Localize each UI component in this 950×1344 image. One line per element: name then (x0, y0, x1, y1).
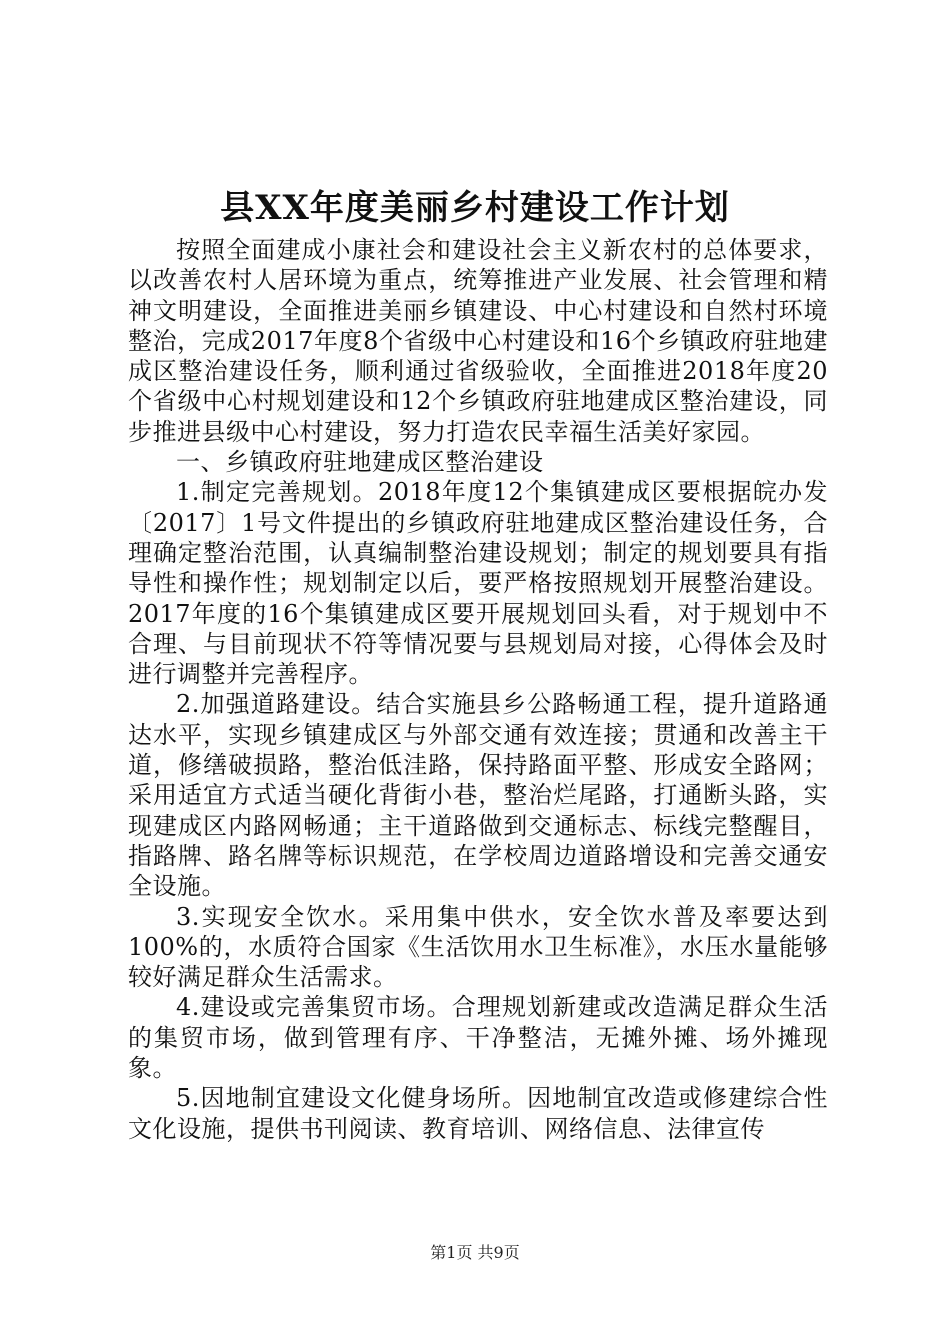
document-title: 县XX年度美丽乡村建设工作计划 (220, 188, 730, 228)
paragraph-item-4: 4.建设或完善集贸市场。合理规划新建或改造满足群众生活的集贸市场，做到管理有序、干净整洁，无摊外摊、场外摊现象。 (128, 993, 828, 1083)
paragraph-item-5: 5.因地制宜建设文化健身场所。因地制宜改造或修建综合性文化设施，提供书刊阅读、教育培训、网络信息、法律宣传 (128, 1084, 828, 1143)
paragraph-item-1: 1.制定完善规划。2018年度12个集镇建成区要根据皖办发〔2017〕1号文件提出的乡镇政府驻地建成区整治建设任务，合理确定整治范围，认真编制整治建设规划；制定的规划要具有指导性和操作性；规划制定以后，要严格按照规划开展整治建设。2017年度的16个集镇建成区要开展规划回头看，对于规划中不合理、与目前现状不符等情况要与县规划局对接，心得体会及时进行调整并完善程序。 (128, 478, 828, 689)
paragraph-item-3: 3.实现安全饮水。采用集中供水，安全饮水普及率要达到100%的，水质符合国家《生活饮用水卫生标准》，水压水量能够较好满足群众生活需求。 (128, 902, 828, 992)
paragraph-item-2: 2.加强道路建设。结合实施县乡公路畅通工程，提升道路通达水平，实现乡镇建成区与外部交通有效连接；贯通和改善主干道，修缮破损路，整治低洼路，保持路面平整、形成安全路网；采用适宜方式适当硬化背街小巷，整治烂尾路，打通断头路，实现建成区内路网畅通；主干道路做到交通标志、标线完整醒目，指路牌、路名牌等标识规范，在学校周边道路增设和完善交通安全设施。 (128, 690, 828, 901)
page-footer: 第1页 共9页 (430, 1243, 520, 1262)
section-heading-1: 一、乡镇政府驻地建成区整治建设 (176, 448, 544, 477)
paragraph-intro: 按照全面建成小康社会和建设社会主义新农村的总体要求，以改善农村人居环境为重点，统筹推进产业发展、社会管理和精神文明建设，全面推进美丽乡镇建设、中心村建设和自然村环境整治，完成2017年度8个省级中心村建设和16个乡镇政府驻地建成区整治建设任务，顺利通过省级验收，全面推进2018年度20个省级中心村规划建设和12个乡镇政府驻地建成区整治建设，同步推进县级中心村建设，努力打造农民幸福生活美好家园。 (128, 236, 828, 446)
document-body (128, 235, 828, 1144)
